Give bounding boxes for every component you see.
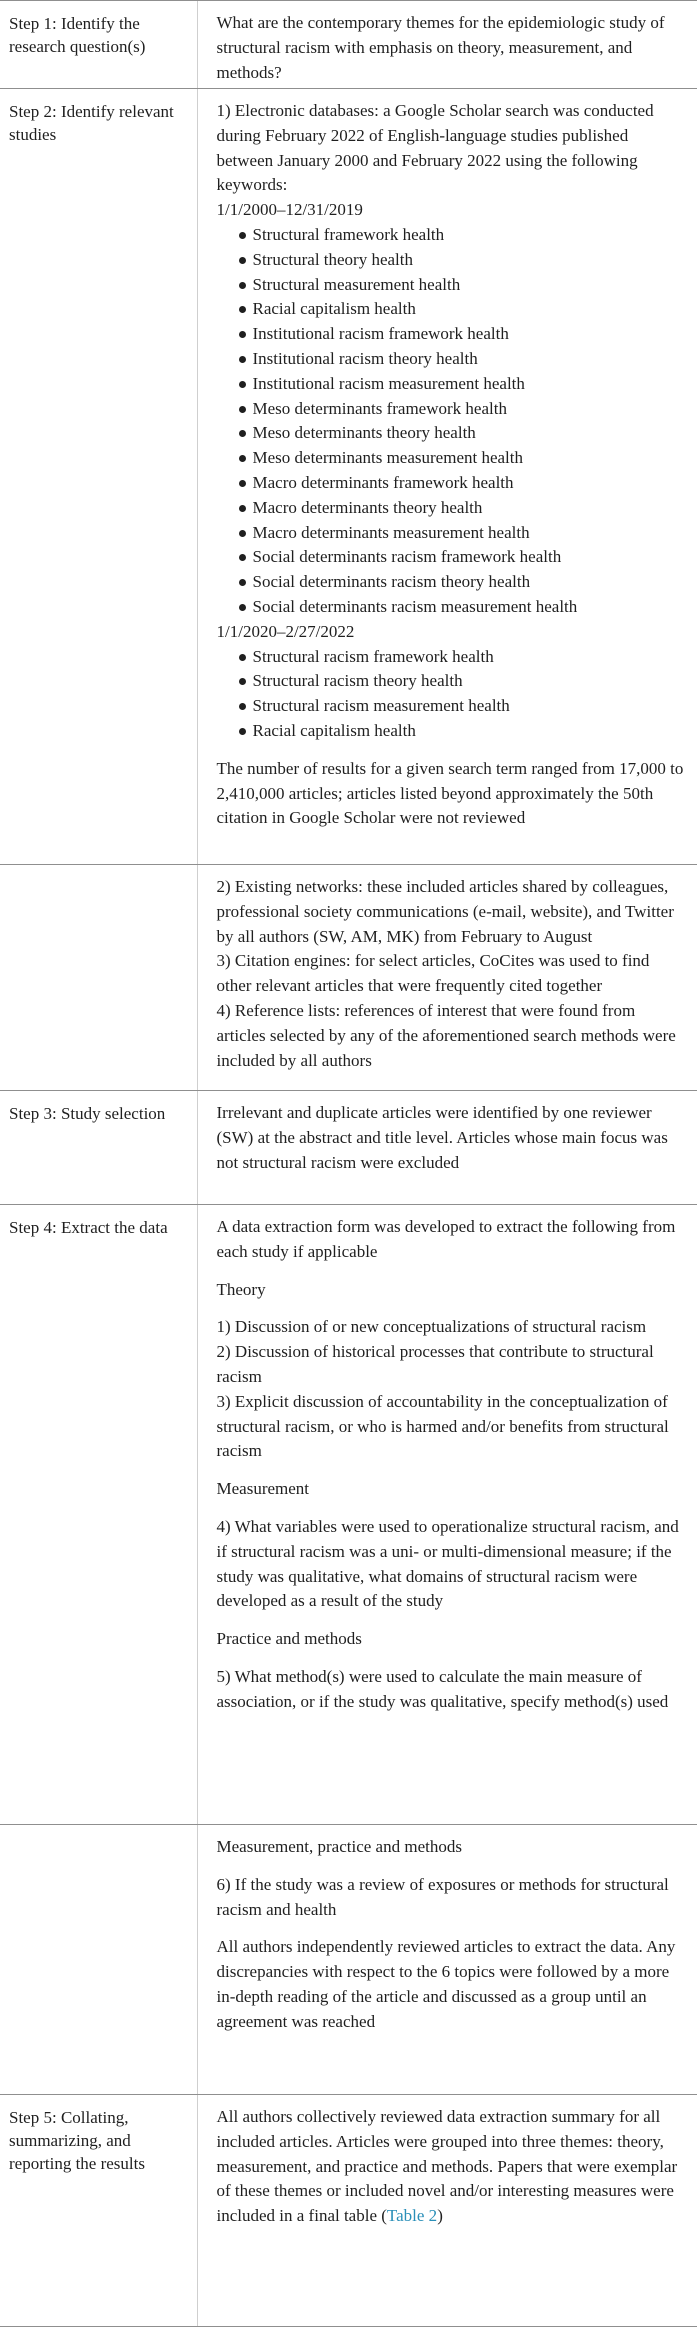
keyword-item: Structural framework health — [239, 223, 688, 248]
keyword-item: Structural racism framework health — [239, 645, 688, 670]
keyword-item: Social determinants racism framework health — [239, 545, 688, 570]
keyword-item: Meso determinants framework health — [239, 397, 688, 422]
step-4-continued-label — [0, 1825, 197, 1836]
step-1-text: What are the contemporary themes for the epidemiologic study of structural racism with emphasis on theory, measurement, and methods? — [216, 13, 665, 82]
step-4-intro: A data extraction form was developed to extract the following from each study if applicable — [216, 1217, 676, 1261]
step-2-label: Step 2: Identify relevant studies — [9, 102, 174, 144]
step-4-row — [0, 1205, 697, 1825]
step-2-continued-label — [0, 865, 197, 876]
keyword-item: Macro determinants theory health — [239, 496, 688, 521]
step-4-continued-row — [0, 1825, 697, 2095]
keyword-item: Structural racism measurement health — [239, 694, 688, 719]
keyword-item: Social determinants racism measurement health — [239, 595, 688, 620]
keyword-item: Institutional racism measurement health — [239, 372, 688, 397]
practice-heading: Practice and methods — [216, 1629, 362, 1649]
theory-item: 3) Explicit discussion of accountability in the conceptualization of structural racism, or who is harmed and/or benefits from structural racism — [216, 1391, 669, 1461]
step-4-label: Step 4: Extract the data — [9, 1218, 168, 1237]
keyword-item: Macro determinants measurement health — [239, 521, 688, 546]
step-1-row — [0, 1, 697, 89]
table-2-link[interactable]: Table 2 — [386, 2206, 438, 2226]
step-5-label: Step 5: Collating, summarizing, and reporting the results — [9, 2108, 145, 2173]
keyword-item: Structural theory health — [239, 248, 688, 273]
step-3-row — [0, 1091, 697, 1205]
step-2-continued-row — [0, 865, 697, 1091]
theory-item: 2) Discussion of historical processes that contribute to structural racism — [216, 1342, 654, 1386]
keyword-item: Meso determinants measurement health — [239, 446, 688, 471]
step-2-row — [0, 89, 697, 865]
citation-engines-text: 3) Citation engines: for select articles, CoCites was used to find other relevant articles that were frequently cited together — [216, 951, 650, 996]
theory-heading: Theory — [216, 1279, 266, 1299]
practice-item: 5) What method(s) were used to calculate the main measure of association, or if the study was qualitative, specify method(s) used — [216, 1666, 669, 1711]
keyword-item: Institutional racism theory health — [239, 347, 688, 372]
keyword-item: Meso determinants theory health — [239, 421, 688, 446]
keyword-item: Macro determinants framework health — [239, 471, 688, 496]
mpm-heading: Measurement, practice and methods — [216, 1837, 462, 1856]
existing-networks-text: 2) Existing networks: these included articles shared by colleagues, professional society communications (e-mail, website), and Twitter by all authors (SW, AM, MK) from February to August — [216, 877, 674, 946]
date-range-2: 1/1/2020–2/27/2022 — [216, 621, 355, 641]
keyword-item: Social determinants racism theory health — [239, 570, 688, 595]
keyword-item: Racial capitalism health — [239, 719, 688, 744]
measurement-item: 4) What variables were used to operationalize structural racism, and if structural racism was a uni- or multi-dimensional measure; if the study was qualitative, what domains of structural racism were developed as a result of the study — [216, 1516, 679, 1611]
keyword-list-2 — [217, 645, 688, 744]
step-5-text — [217, 2105, 688, 2229]
step-1-label: Step 1: Identify the research question(s) — [9, 14, 146, 56]
step-3-label: Step 3: Study selection — [9, 1104, 166, 1123]
keyword-item: Institutional racism framework health — [239, 322, 688, 347]
theory-item: 1) Discussion of or new conceptualizations of structural racism — [216, 1317, 647, 1337]
review-note: All authors independently reviewed articles to extract the data. Any discrepancies with respect to the 6 topics were followed by a more in-depth reading of the article and discussed as a group until an agreement was reached — [216, 1937, 676, 2031]
step-5-body: All authors collectively reviewed data extraction summary for all included articles. Articles were grouped into three themes: theory, measurement, and practice and methods. Papers that were exemplar of these themes or included novel and/or interesting measures were included in a final table ( — [216, 2107, 678, 2226]
reference-lists-text: 4) Reference lists: references of interest that were found from articles selected by any of the aforementioned search methods were included by all authors — [216, 1000, 676, 1070]
step-5-row — [0, 2095, 697, 2327]
step-3-text: Irrelevant and duplicate articles were identified by one reviewer (SW) at the abstract and title level. Articles whose main focus was not structural racism were excluded — [216, 1103, 668, 1172]
keyword-item: Structural racism theory health — [239, 669, 688, 694]
measurement-heading: Measurement — [216, 1479, 310, 1499]
mpm-item: 6) If the study was a review of exposures or methods for structural racism and health — [216, 1874, 669, 1919]
step-5-close: ) — [437, 2206, 443, 2226]
step-2-intro: 1) Electronic databases: a Google Scholar search was conducted during February 2022 of English-language studies published between January 2000 and February 2022 using the following keywords: — [216, 101, 654, 195]
results-note: The number of results for a given search term ranged from 17,000 to 2,410,000 articles; articles listed beyond approximately the 50th citation in Google Scholar were not reviewed — [216, 758, 684, 828]
keyword-list-1 — [217, 223, 688, 620]
keyword-item: Racial capitalism health — [239, 297, 688, 322]
keyword-item: Structural measurement health — [239, 273, 688, 298]
date-range-1: 1/1/2000–12/31/2019 — [216, 200, 363, 220]
